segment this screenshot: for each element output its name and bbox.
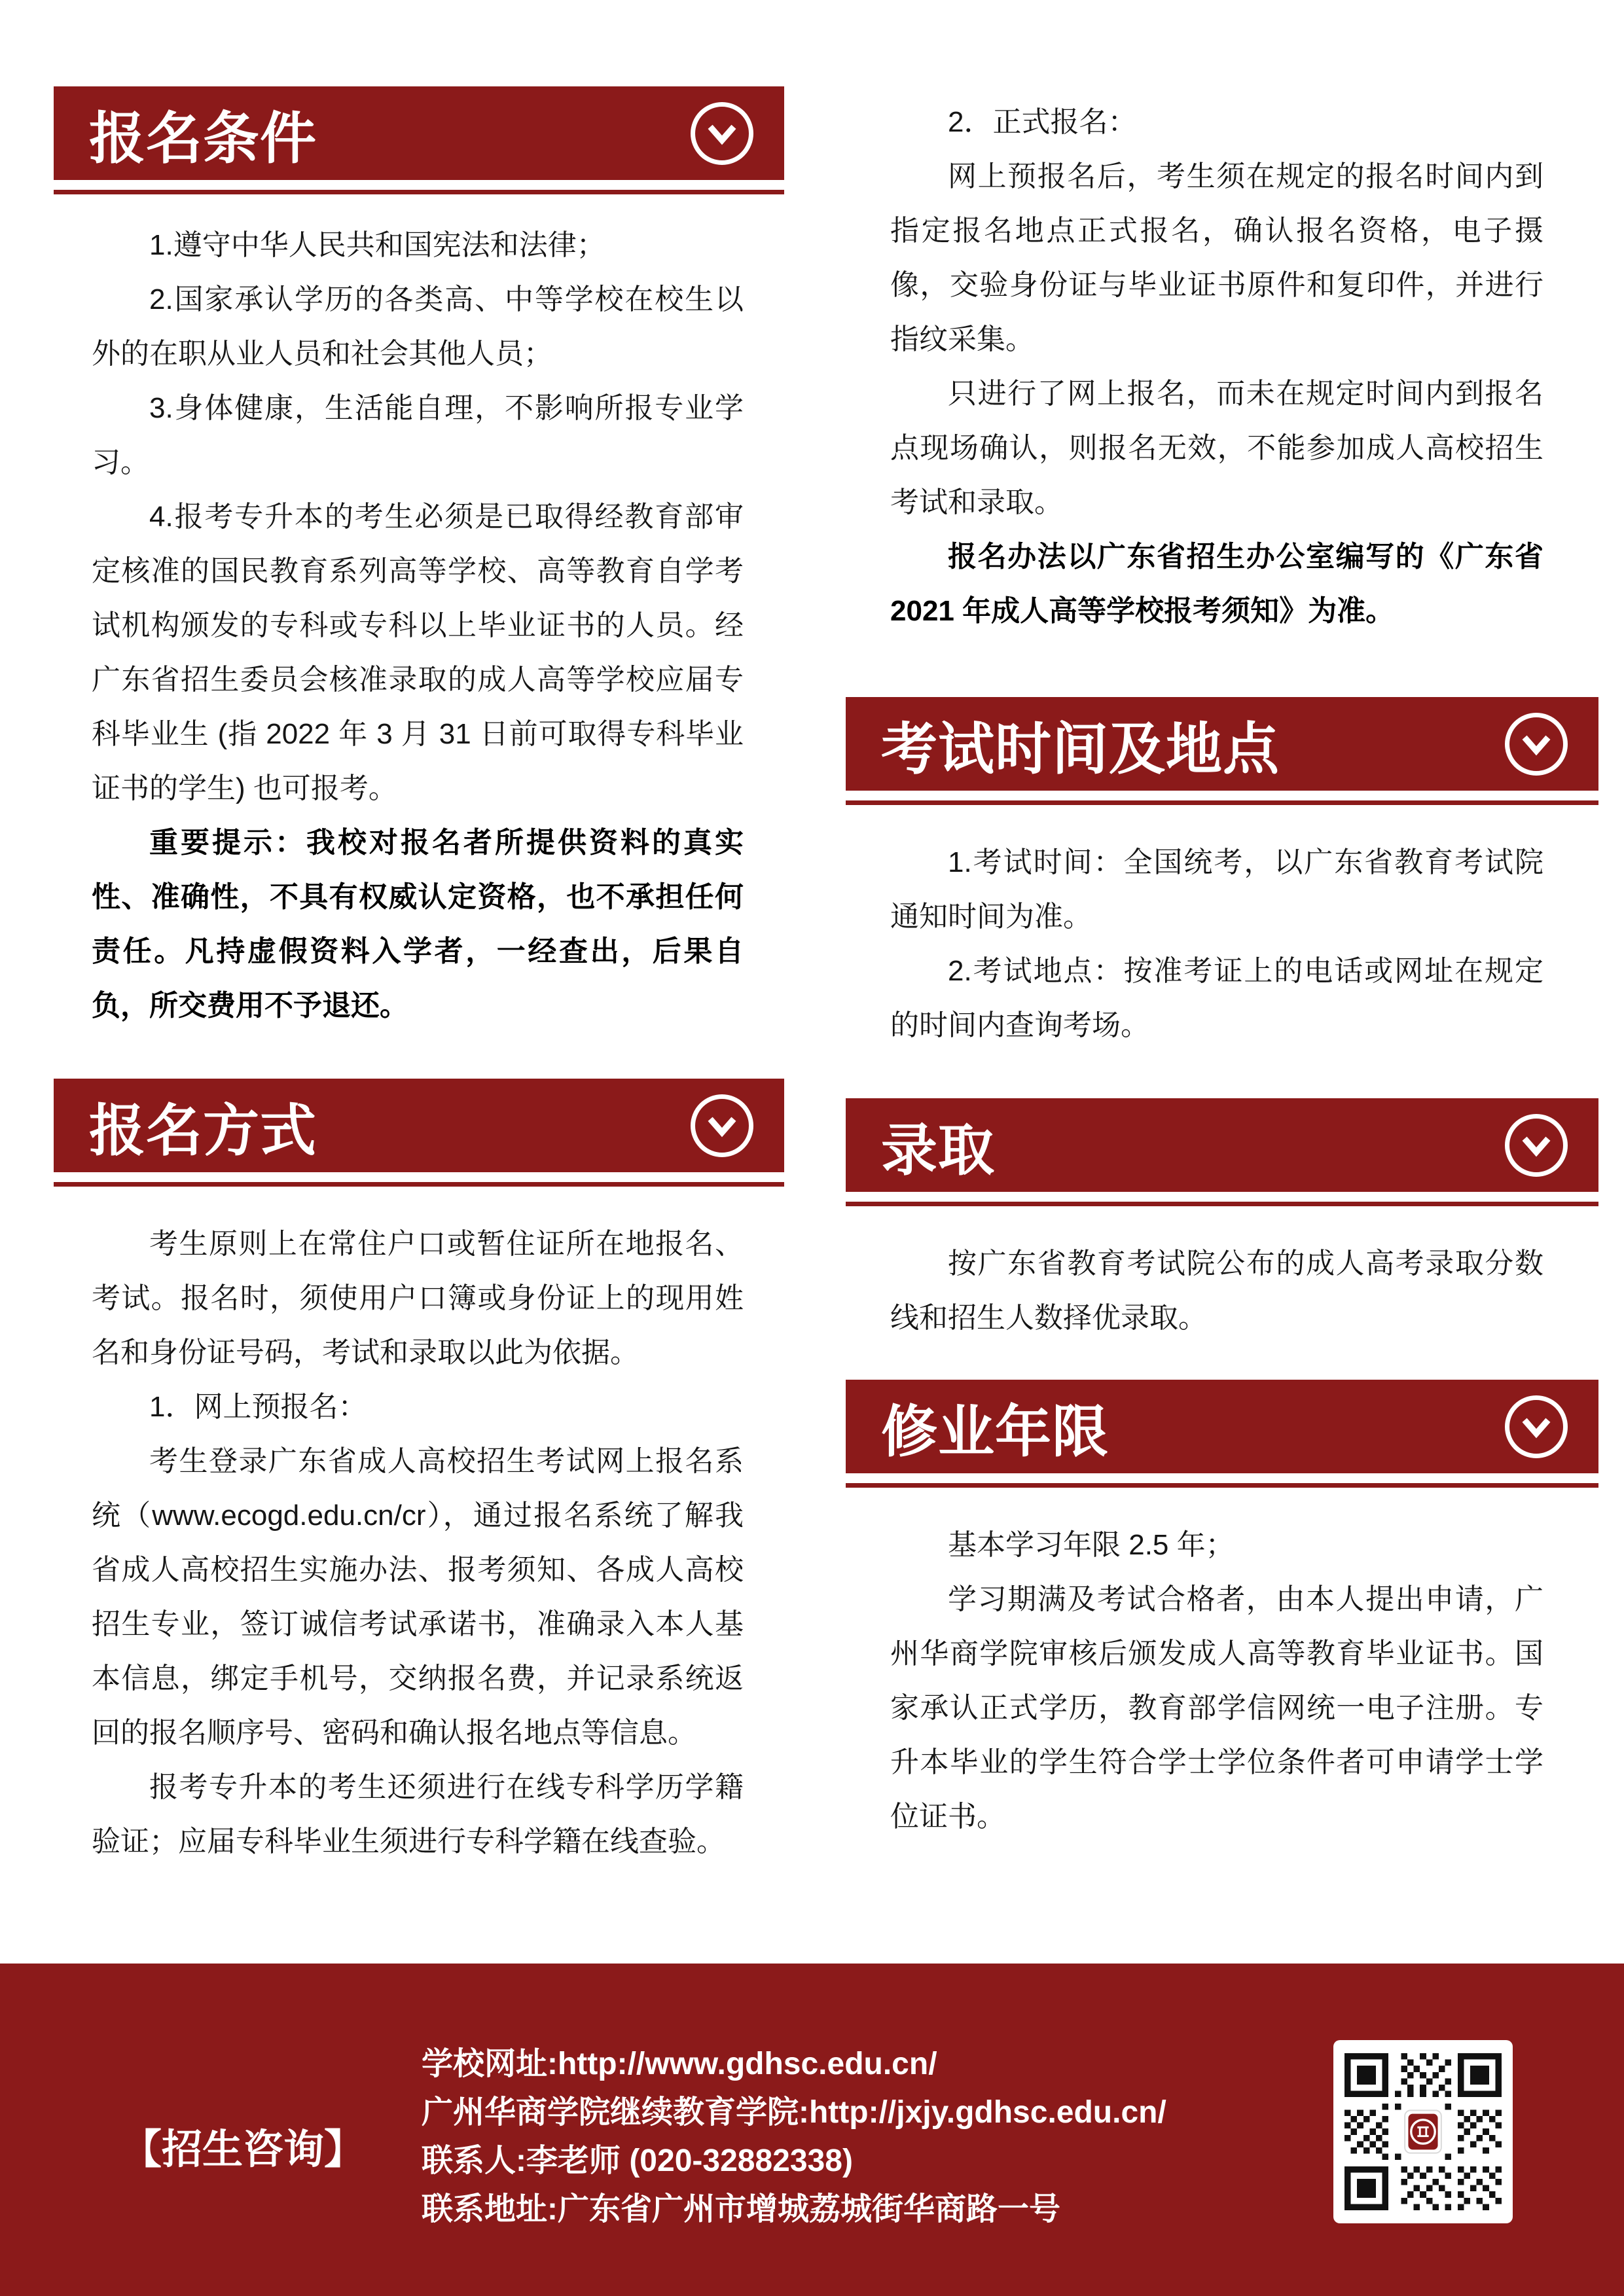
paragraph: 4.报考专升本的考生必须是已取得经教育部审定核准的国民教育系列高等学校、高等教育自学考试机构颁发的专科或专科以上毕业证书的人员。经广东省招生委员会核准录取的成人高等学校应届专科毕业生 (指 2022 年 3 月 31 日前可取得专科毕业证书的学生) 也可报考。 <box>92 501 744 804</box>
contact-info <box>422 2040 1166 2234</box>
section-header-registration-method <box>54 1079 784 1172</box>
section-title: 录取 <box>881 1119 995 1182</box>
paragraph: 基本学习年限 2.5 年； <box>948 1529 1235 1561</box>
consultation-label: 【招生咨询】 <box>121 2127 365 2172</box>
section-header-study-duration <box>846 1380 1598 1473</box>
paragraph: 2．正式报名： <box>948 106 1137 138</box>
section-header-exam-time-location <box>846 697 1598 791</box>
divider <box>54 1182 784 1187</box>
contact-line-school-site: 学校网址:http://www.gdhsc.edu.cn/ <box>422 2047 937 2081</box>
paragraph: 3.身体健康，生活能自理，不影响所报专业学习。 <box>92 392 744 478</box>
paragraph: 报考专升本的考生还须进行在线专科学历学籍验证；应届专科毕业生须进行专科学籍在线查验。 <box>92 1771 744 1857</box>
formal-registration-text <box>890 95 1543 638</box>
important-note: 报名办法以广东省招生办公室编写的《广东省 2021 年成人高等学校报考须知》为准。 <box>890 541 1543 627</box>
paragraph: 考生登录广东省成人高校招生考试网上报名系统（www.ecogd.edu.cn/cr），通过报名系统了解我省成人高校招生实施办法、报考须知、各成人高校招生专业，签订诚信考试承诺书，准确录入本人基本信息，绑定手机号，交纳报名费，并记录系统返回的报名顺序号、密码和确认报名地点等信息。 <box>92 1445 744 1749</box>
registration-conditions-text <box>92 218 744 1033</box>
section-header-registration-conditions <box>54 86 784 180</box>
divider <box>846 1202 1598 1206</box>
chevron-down-circle-icon <box>1505 1114 1568 1177</box>
divider <box>54 190 784 194</box>
qr-center-logo <box>1405 2110 1441 2153</box>
paragraph: 2.考试地点：按准考证上的电话或网址在规定的时间内查询考场。 <box>890 955 1543 1041</box>
paragraph: 只进行了网上报名，而未在规定时间内到报名点现场确认，则报名无效，不能参加成人高校招生考试和录取。 <box>890 378 1543 518</box>
study-duration-text <box>890 1518 1543 1844</box>
divider <box>846 1483 1598 1488</box>
paragraph: 1．网上预报名： <box>149 1391 367 1423</box>
chevron-down-circle-icon <box>1505 1395 1568 1458</box>
chevron-down-circle-icon <box>691 1094 753 1157</box>
section-title: 报名条件 <box>89 107 317 170</box>
paragraph: 学习期满及考试合格者，由本人提出申请，广州华商学院审核后颁发成人高等教育毕业证书。国家承认正式学历，教育部学信网统一电子注册。专升本毕业的学生符合学士学位条件者可申请学士学位证书。 <box>890 1583 1543 1833</box>
footer <box>0 1964 1624 2296</box>
paragraph: 1.考试时间：全国统考，以广东省教育考试院通知时间为准。 <box>890 846 1543 933</box>
section-title: 修业年限 <box>881 1400 1109 1463</box>
contact-line-college-site: 广州华商学院继续教育学院:http://jxjy.gdhsc.edu.cn/ <box>422 2095 1166 2130</box>
important-note: 重要提示：我校对报名者所提供资料的真实性、准确性，不具有权威认定资格，也不承担任何责任。凡持虚假资料入学者，一经查出，后果自负，所交费用不予退还。 <box>92 827 744 1022</box>
paragraph: 2.国家承认学历的各类高、中等学校在校生以外的在职从业人员和社会其他人员； <box>92 283 744 370</box>
section-header-admission <box>846 1098 1598 1192</box>
qr-code <box>1333 2040 1513 2223</box>
chevron-down-circle-icon <box>691 102 753 165</box>
divider <box>846 800 1598 805</box>
section-title: 报名方式 <box>89 1099 317 1162</box>
registration-method-text <box>92 1217 744 1869</box>
paragraph: 网上预报名后，考生须在规定的报名时间内到指定报名地点正式报名，确认报名资格，电子摄像，交验身份证与毕业证书原件和复印件，并进行指纹采集。 <box>890 160 1543 355</box>
paragraph: 1.遵守中华人民共和国宪法和法律； <box>149 229 605 261</box>
exam-time-location-text <box>890 835 1543 1052</box>
paragraph: 按广东省教育考试院公布的成人高考录取分数线和招生人数择优录取。 <box>890 1247 1543 1334</box>
section-title: 考试时间及地点 <box>881 717 1280 781</box>
chevron-down-circle-icon <box>1505 713 1568 776</box>
contact-line-person: 联系人:李老师 (020-32882338) <box>422 2144 853 2178</box>
paragraph: 考生原则上在常住户口或暂住证所在地报名、考试。报名时，须使用户口簿或身份证上的现用姓名和身份证号码，考试和录取以此为依据。 <box>92 1228 744 1369</box>
contact-line-address: 联系地址:广东省广州市增城荔城街华商路一号 <box>422 2192 1060 2227</box>
admission-text <box>890 1236 1543 1345</box>
